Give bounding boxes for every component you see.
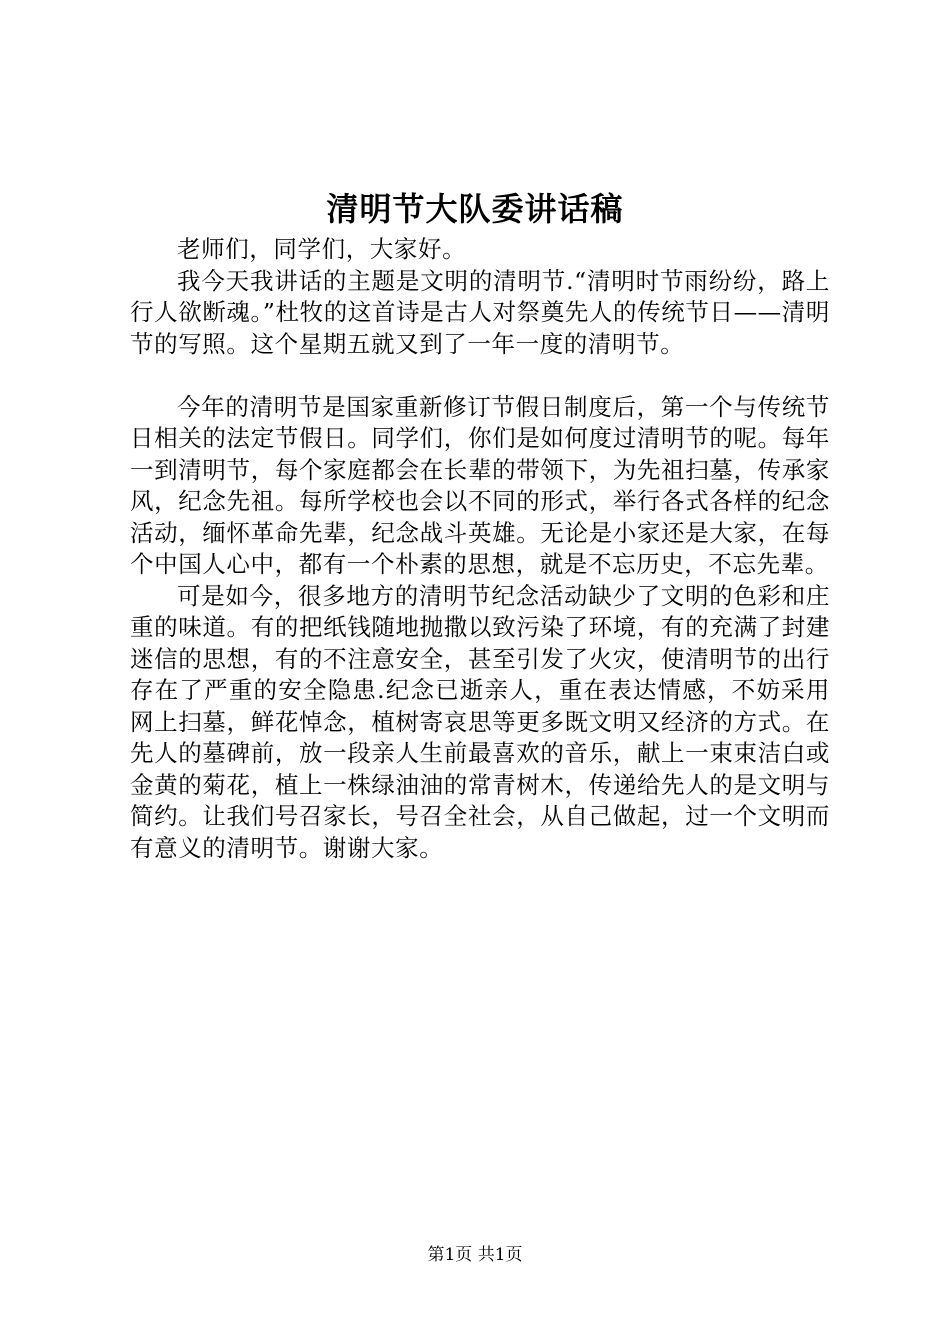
paragraph-greeting: 老师们，同学们，大家好。: [177, 235, 467, 263]
paragraph-civilized: 可是如今，很多地方的清明节纪念活动缺少了文明的色彩和庄重的味道。有的把纸钱随地抛撒以致污染了环境，有的充满了封建迷信的思想，有的不注意安全，甚至引发了火灾，使清明节的出行存在了严重的安全隐患.纪念已逝亲人，重在表达情感，不妨采用网上扫墓，鲜花悼念，植树寄哀思等更多既文明又经济的方式。在先人的墓碑前，放一段亲人生前最喜欢的音乐，献上一束束洁白或金黄的菊花，植上一株绿油油的常青树木，传递给先人的是文明与简约。让我们号召家长，号召全社会，从自己做起，过一个文明而有意义的清明节。谢谢大家。: [130, 581, 830, 862]
document-body: [130, 234, 830, 864]
page-footer: 第1页 共1页: [427, 1245, 523, 1265]
paragraph-intro: 我今天我讲话的主题是文明的清明节.“清明时节雨纷纷，路上行人欲断魂。”杜牧的这首诗是古人对祭奠先人的传统节日——清明节的写照。这个星期五就又到了一年一度的清明节。: [130, 266, 830, 358]
paragraph-holiday: 今年的清明节是国家重新修订节假日制度后，第一个与传统节日相关的法定节假日。同学们，你们是如何度过清明节的呢。每年一到清明节，每个家庭都会在长辈的带领下，为先祖扫墓，传承家风，纪念先祖。每所学校也会以不同的形式，举行各式各样的纪念活动，缅怀革命先辈，纪念战斗英雄。无论是小家还是大家，在每个中国人心中，都有一个朴素的思想，就是不忘历史，不忘先辈。: [130, 392, 830, 578]
paragraph-spacer: [130, 360, 830, 392]
document-title: 清明节大队委讲话稿: [326, 190, 624, 228]
